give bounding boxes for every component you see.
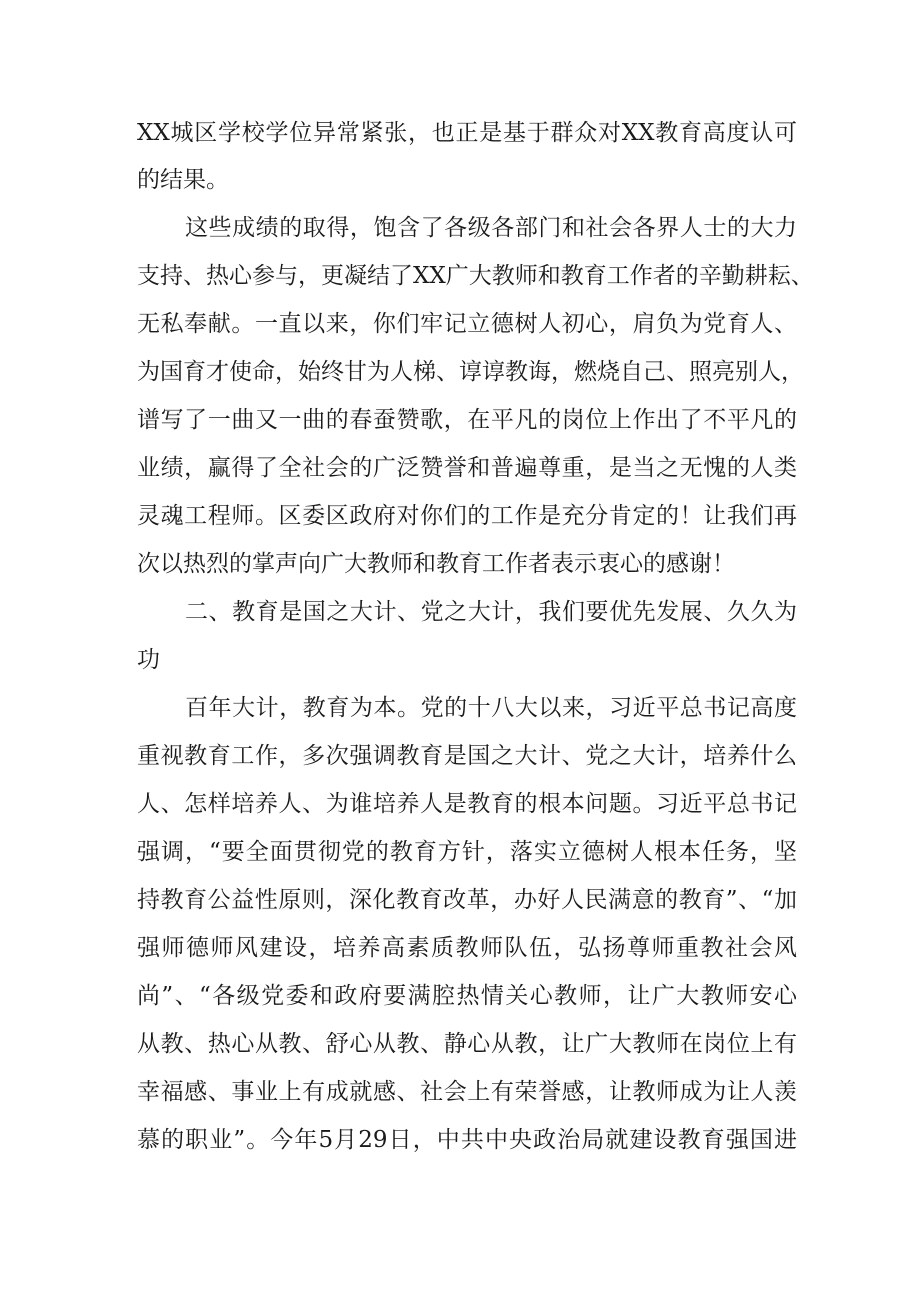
paragraph-2-line-4: 为国育才使命，始终甘为人梯、谆谆教诲，燃烧自己、照亮别人， bbox=[137, 359, 804, 385]
paragraph-2-line-8: 次以热烈的掌声向广大教师和教育工作者表示衷心的感谢！ bbox=[137, 551, 735, 577]
paragraph-2-line-3: 无私奉献。一直以来，你们牢记立德树人初心，肩负为党育人、 bbox=[137, 311, 797, 337]
paragraph-3-line-9: 幸福感、事业上有成就感、社会上有荣誉感，让教师成为让人羡 bbox=[137, 1079, 797, 1105]
paragraph-2-line-2: 支持、热心参与，更凝结了XX广大教师和教育工作者的辛勤耕耘、 bbox=[137, 263, 814, 289]
paragraph-2-line-5: 谱写了一曲又一曲的春蚕赞歌，在平凡的岗位上作出了不平凡的 bbox=[137, 407, 797, 433]
section-heading-line-2: 功 bbox=[137, 647, 160, 673]
paragraph-3-line-8: 从教、热心从教、舒心从教、静心从教，让广大教师在岗位上有 bbox=[137, 1031, 797, 1057]
paragraph-1-line-2: 的结果。 bbox=[137, 167, 229, 193]
paragraph-2-line-6: 业绩，赢得了全社会的广泛赞誉和普遍尊重，是当之无愧的人类 bbox=[137, 455, 797, 481]
paragraph-3-line-1: 百年大计，教育为本。党的十八大以来，习近平总书记高度 bbox=[185, 695, 797, 721]
paragraph-3-line-10: 慕的职业”。今年5月29日，中共中央政治局就建设教育强国进 bbox=[137, 1127, 797, 1153]
paragraph-2-line-1: 这些成绩的取得，饱含了各级各部门和社会各界人士的大力 bbox=[185, 215, 797, 241]
section-heading-line-1: 二、教育是国之大计、党之大计，我们要优先发展、久久为 bbox=[185, 599, 797, 625]
paragraph-3-line-6: 强师德师风建设，培养高素质教师队伍，弘扬尊师重教社会风 bbox=[137, 935, 797, 961]
paragraph-3-line-3: 人、怎样培养人、为谁培养人是教育的根本问题。习近平总书记 bbox=[137, 791, 797, 817]
paragraph-1-line-1: XX城区学校学位异常紧张，也正是基于群众对XX教育高度认可 bbox=[137, 120, 797, 146]
paragraph-2-line-7: 灵魂工程师。区委区政府对你们的工作是充分肯定的！让我们再 bbox=[137, 503, 797, 529]
paragraph-3-line-4: 强调，“要全面贯彻党的教育方针，落实立德树人根本任务，坚 bbox=[137, 839, 797, 865]
paragraph-3-line-2: 重视教育工作，多次强调教育是国之大计、党之大计，培养什么 bbox=[137, 743, 797, 769]
paragraph-3-line-7: 尚”、“各级党委和政府要满腔热情关心教师，让广大教师安心 bbox=[137, 983, 797, 1009]
paragraph-3-line-5: 持教育公益性原则，深化教育改革，办好人民满意的教育”、“加 bbox=[137, 887, 797, 913]
